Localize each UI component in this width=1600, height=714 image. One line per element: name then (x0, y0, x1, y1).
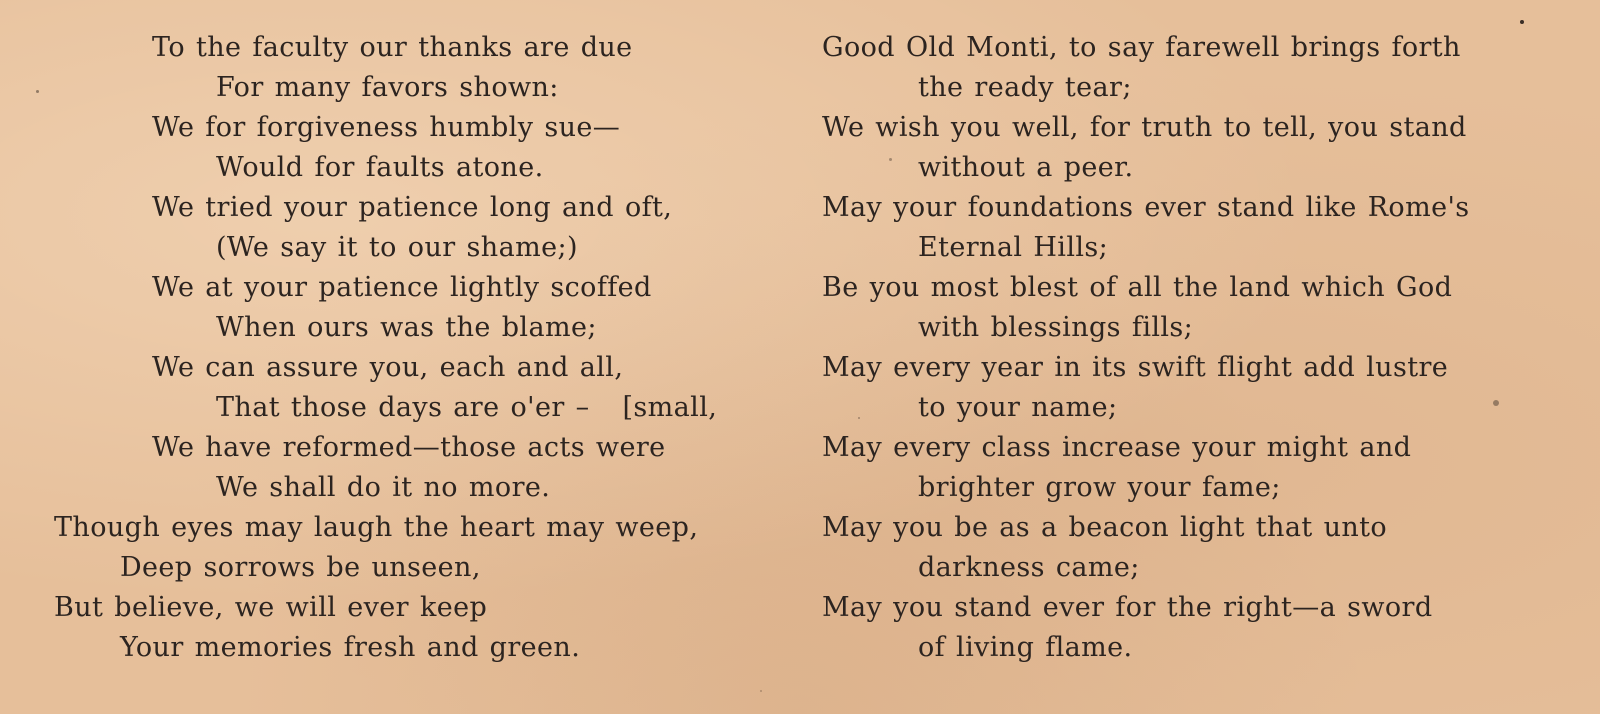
poem-line: We wish you well, for truth to tell, you stand (822, 112, 1467, 143)
poem-line: Be you most blest of all the land which God (822, 272, 1453, 303)
paper-speck (760, 690, 762, 692)
poem-line: We shall do it no more. (216, 472, 551, 503)
poem-line: without a peer. (918, 152, 1134, 183)
poem-line: For many favors shown: (216, 72, 559, 103)
poem-line: We have reformed—those acts were (152, 432, 666, 463)
paper-speck (889, 158, 892, 161)
poem-line: (We say it to our shame;) (216, 232, 578, 263)
poem-line: Though eyes may laugh the heart may weep, (54, 512, 699, 543)
poem-line: To the faculty our thanks are due (152, 32, 633, 63)
poem-line: with blessings fills; (918, 312, 1194, 343)
poem-line: When ours was the blame; (216, 312, 597, 343)
paper-speck (36, 90, 39, 93)
poem-line: May your foundations ever stand like Rome's (822, 192, 1470, 223)
poem-line: Your memories fresh and green. (120, 632, 581, 663)
poem-line: We tried your patience long and oft, (152, 192, 673, 223)
poem-line: May every year in its swift flight add lustre (822, 352, 1449, 383)
poem-line: brighter grow your fame; (918, 472, 1281, 503)
poem-line: We at your patience lightly scoffed (152, 272, 652, 303)
poem-line: That those days are o'er – [small, (216, 392, 718, 423)
poem-line: Deep sorrows be unseen, (120, 552, 481, 583)
poem-line: May you stand ever for the right—a sword (822, 592, 1433, 623)
poem-line: darkness came; (918, 552, 1140, 583)
paper-speck (1520, 20, 1524, 24)
poem-line: the ready tear; (918, 72, 1132, 103)
paper-speck (1493, 400, 1499, 406)
poem-line: But believe, we will ever keep (54, 592, 488, 623)
poem-line: Good Old Monti, to say farewell brings forth (822, 32, 1461, 63)
poem-line: May you be as a beacon light that unto (822, 512, 1388, 543)
paper-speck (858, 417, 860, 419)
poem-line: Would for faults atone. (216, 152, 544, 183)
poem-line: We can assure you, each and all, (152, 352, 624, 383)
poem-line: of living flame. (918, 632, 1133, 663)
poem-line: We for forgiveness humbly sue— (152, 112, 621, 143)
poem-line: May every class increase your might and (822, 432, 1412, 463)
poem-line: to your name; (918, 392, 1118, 423)
poem-line: Eternal Hills; (918, 232, 1109, 263)
